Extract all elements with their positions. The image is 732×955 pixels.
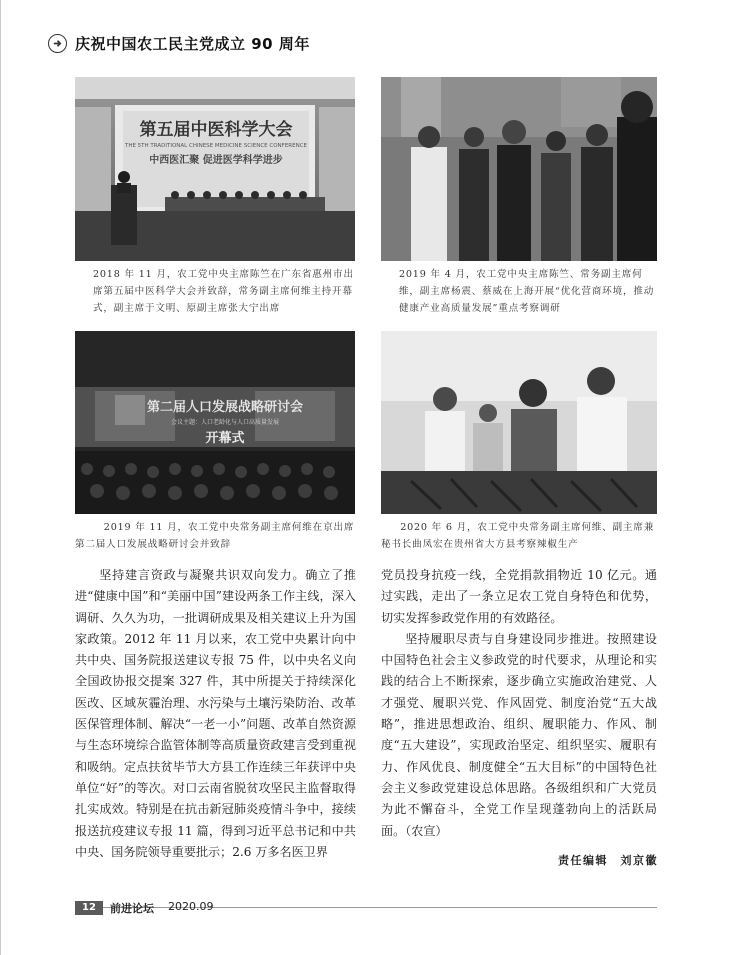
page-header — [48, 33, 310, 54]
banner-en-text: THE 5TH TRADITIONAL CHINESE MEDICINE SCIENCE CONFERENCE — [124, 143, 308, 149]
page-number: 12 — [75, 901, 103, 915]
banner-subtitle-text: 中西医汇聚 促进医学科学进步 — [149, 155, 283, 166]
issue-number: 2020.09 — [168, 900, 214, 913]
caption-photo-1: 2018 年 11 月，农工党中央主席陈竺在广东省惠州市出席第五届中医科学大会并致辞，常务副主席何维主持开幕式，副主席于文明、原副主席张大宁出席 — [93, 269, 354, 314]
arrow-circle-icon — [48, 34, 67, 53]
page-edge-rule — [0, 0, 1, 955]
caption-photo-4: 2020 年 6 月，农工党中央常务副主席何维、副主席兼秘书长曲凤宏在贵州省大方县考察辣椒生产 — [381, 522, 655, 550]
photo-pepper-field — [381, 331, 657, 514]
forum-title-text: 第二届人口发展战略研讨会 — [146, 400, 304, 415]
body-column-right — [381, 565, 657, 842]
header-title: 庆祝中国农工民主党成立 90 周年 — [75, 35, 310, 53]
body-paragraph: 坚持履职尽责与自身建设同步推进。按照建设中国特色社会主义参政党的时代要求，从理论和实践的结合上不断探索，逐步确立实施政治建党、人才强党、履职兴党、作风固党、制度治党“五大战略”，推进思想政治、组织、履职能力、作风、制度“五大建设”，实现政治坚定、组织坚实、履职有力、作风优良、制度健全“五大目标”的中国特色社会主义参政党建设总体思路。各级组织和广大党员为此不懈奋斗，全党工作呈现蓬勃向上的活跃局面。（农宣） — [381, 631, 657, 838]
footer-rule — [75, 907, 657, 908]
forum-subtitle-text: 会议主题：人口老龄化与人口高质量发展 — [170, 419, 280, 426]
body-paragraph: 坚持建言资政与凝聚共识双向发力。确立了推进“健康中国”和“美丽中国”建设两条工作主线，深入调研、久久为功，一批调研成果及相关建议上升为国家政策。2012 年 11 月以来，农工党中央累计向中共中央、国务院报送建议专报 75 件，以中央名义向全国政协报交提案 327 件，其中所提关于持续深化医改、区域灰霾治理、水污染与土壤污染防治、改革医保管理体制、解决“一老一小”问题、改革自然资源与生态环境综合监管体制等高质量资政建言受到重视和吸纳。定点扶贫毕节大方县工作连续三年获评中央单位“好”的等次。对口云南省脱贫攻坚民主监督取得扎实成效。特别是在抗击新冠肺炎疫情斗争中，接续报送抗疫建议专报 11 篇，得到习近平总书记和中共中央、国务院领导重要批示；2.6 万多名医卫界 — [75, 568, 356, 859]
body-paragraph: 党员投身抗疫一线，全党捐款捐物近 10 亿元。通过实践，走出了一条立足农工党自身特色和优势，切实发挥参政党作用的有效路径。 — [381, 568, 657, 625]
publication-name: 前进论坛 — [110, 902, 154, 915]
photo-shanghai-inspection — [381, 77, 657, 261]
caption-photo-2: 2019 年 4 月，农工党中央主席陈竺、常务副主席何维，副主席杨震、蔡威在上海开展“优化营商环境，推动健康产业高质量发展”重点考察调研 — [399, 269, 655, 314]
responsible-editor: 责任编辑 刘京徽 — [558, 854, 658, 867]
body-column-left — [75, 565, 356, 863]
photo-tcm-conference — [75, 77, 355, 261]
photo-population-forum — [75, 331, 355, 514]
banner-title-text: 第五届中医科学大会 — [139, 120, 293, 140]
caption-photo-3: 2019 年 11 月，农工党中央常务副主席何维在京出席第二届人口发展战略研讨会并致辞 — [75, 522, 355, 550]
forum-opening-text: 开幕式 — [205, 431, 245, 446]
